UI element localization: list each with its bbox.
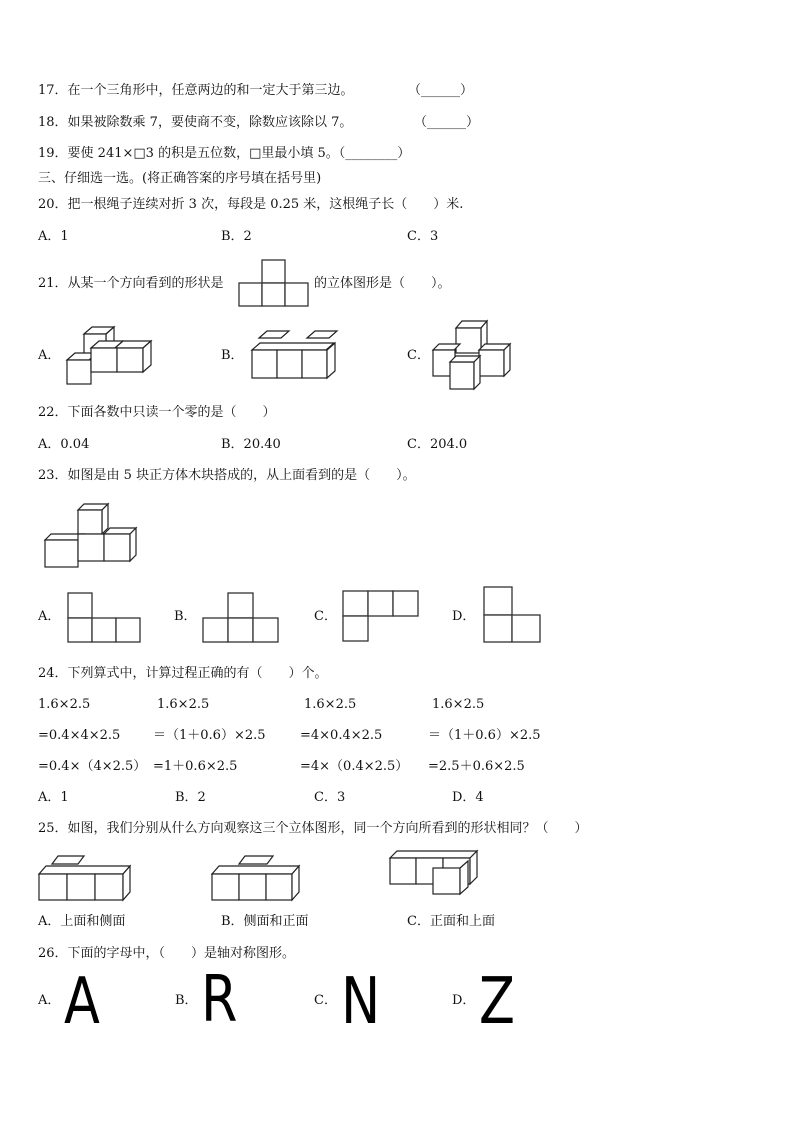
q22-option-c[interactable]: C．204.0 [407, 437, 468, 452]
q25-figure-2 [211, 854, 303, 904]
q23-option-a-figure [67, 592, 143, 644]
q20-option-c[interactable]: C．3 [407, 229, 439, 244]
q24-col4-line2: ＝（1＋0.6）×2.5 [428, 728, 541, 743]
q26-option-d[interactable]: D． [452, 993, 476, 1008]
q24-col3-line2: =4×0.4×2.5 [300, 728, 383, 743]
q25-option-b[interactable]: B．侧面和正面 [221, 914, 309, 929]
q21-option-b-figure [251, 330, 341, 382]
q26-letter-r: R [201, 963, 238, 1037]
q21-option-c[interactable]: C． [407, 348, 430, 363]
section-3-title: 三、仔细选一选。(将正确答案的序号填在括号里) [38, 171, 322, 186]
q26-option-a[interactable]: A． [38, 993, 61, 1008]
q24-col1-line3: =0.4×（4×2.5） [38, 759, 147, 774]
q24-col3-line3: =4×（0.4×2.5） [300, 759, 409, 774]
q22-option-a[interactable]: A．0.04 [38, 437, 90, 452]
q23-cube-figure [43, 502, 139, 570]
q18-answer-blank[interactable]: （______） [414, 115, 480, 130]
q23-option-d-figure [483, 586, 543, 644]
q24-col2-line1: 1.6×2.5 [157, 697, 210, 712]
q25-figure-3 [389, 850, 483, 898]
q20-option-b[interactable]: B．2 [221, 229, 252, 244]
q23-option-d[interactable]: D． [452, 609, 476, 624]
q21-option-a-figure [66, 326, 156, 386]
q26-text: 26．下面的字母中，（ ）是轴对称图形。 [38, 946, 296, 961]
q23-text: 23．如图是由 5 块正方体木块搭成的，从上面看到的是（ ）。 [38, 468, 416, 483]
q21-text-before: 21．从某一个方向看到的形状是 [38, 276, 224, 291]
q23-option-c-figure [342, 590, 422, 644]
q21-text-after: 的立体图形是（ ）。 [314, 276, 451, 291]
q25-option-c[interactable]: C．正面和上面 [407, 914, 495, 929]
q26-letter-n: N [341, 965, 381, 1039]
q24-option-d[interactable]: D．4 [452, 790, 484, 805]
q24-col4-line1: 1.6×2.5 [432, 697, 485, 712]
q26-letter-a: A [64, 965, 100, 1039]
q21-option-b[interactable]: B． [221, 348, 244, 363]
q24-col1-line2: =0.4×4×2.5 [38, 728, 121, 743]
q23-option-b[interactable]: B． [174, 609, 197, 624]
q24-col2-line2: ＝（1＋0.6）×2.5 [153, 728, 266, 743]
q19-text: 19．要使 241×□3 的积是五位数，□里最小填 5。（________） [38, 146, 411, 161]
q21-view-figure [238, 259, 310, 307]
q24-text: 24．下列算式中，计算过程正确的有（ ）个。 [38, 666, 328, 681]
q20-option-a[interactable]: A．1 [38, 229, 69, 244]
q24-col2-line3: =1＋0.6×2.5 [153, 759, 238, 774]
q22-text: 22．下面各数中只读一个零的是（ ） [38, 405, 276, 420]
q18-text: 18．如果被除数乘 7，要使商不变，除数应该除以 7。 [38, 115, 353, 130]
q24-col1-line1: 1.6×2.5 [38, 697, 91, 712]
q24-col3-line1: 1.6×2.5 [304, 697, 357, 712]
q17-answer-blank[interactable]: （______） [408, 83, 474, 98]
q23-option-c[interactable]: C． [314, 609, 337, 624]
q26-option-c[interactable]: C． [314, 993, 337, 1008]
q23-option-a[interactable]: A． [38, 609, 61, 624]
q25-option-a[interactable]: A．上面和侧面 [38, 914, 126, 929]
q21-option-a[interactable]: A． [38, 348, 61, 363]
q25-figure-1 [38, 854, 134, 904]
q24-option-c[interactable]: C．3 [314, 790, 346, 805]
q20-text: 20．把一根绳子连续对折 3 次，每段是 0.25 米，这根绳子长（ ）米. [38, 197, 464, 212]
q25-text: 25．如图，我们分别从什么方向观察这三个立体图形，同一个方向所看到的形状相同？（ ） [38, 821, 588, 836]
q22-option-b[interactable]: B．20.40 [221, 437, 281, 452]
q24-col4-line3: =2.5＋0.6×2.5 [428, 759, 525, 774]
q21-option-c-figure [432, 320, 514, 392]
q26-letter-z: Z [479, 965, 515, 1039]
q24-option-b[interactable]: B．2 [175, 790, 206, 805]
q26-option-b[interactable]: B． [175, 993, 198, 1008]
q23-option-b-figure [202, 592, 282, 644]
q24-option-a[interactable]: A．1 [38, 790, 69, 805]
q17-text: 17．在一个三角形中，任意两边的和一定大于第三边。 [38, 83, 354, 98]
